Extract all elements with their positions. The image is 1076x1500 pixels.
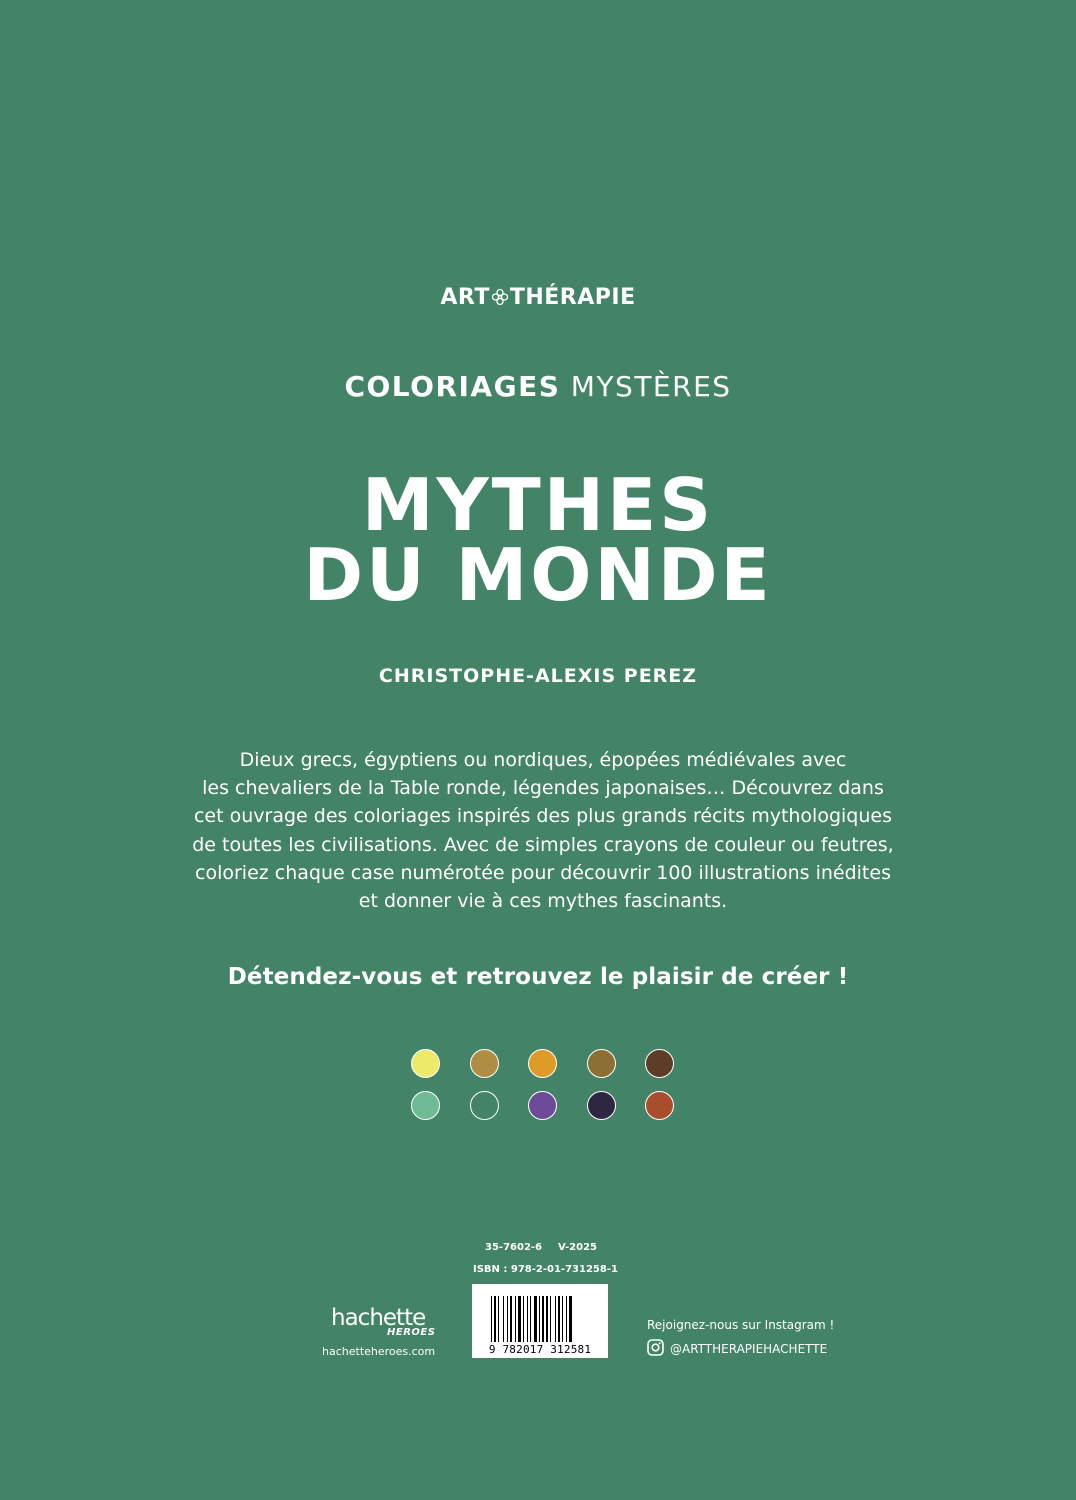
barcode-bar — [530, 1296, 531, 1342]
color-swatch — [645, 1049, 674, 1078]
barcode-bar — [527, 1296, 528, 1342]
barcode-bar — [550, 1296, 551, 1342]
barcode-bar — [523, 1296, 524, 1342]
version-code: V-2025 — [558, 1242, 598, 1253]
description-line: coloriez chaque case numérotée pour découvrir 100 illustrations inédites — [195, 861, 891, 884]
barcode-bar — [510, 1296, 512, 1342]
barcode-bar — [518, 1296, 521, 1342]
instagram-block — [647, 1318, 834, 1359]
barcode-bar — [546, 1296, 548, 1342]
product-codes — [485, 1242, 597, 1253]
barcode-bar — [498, 1296, 499, 1342]
barcode-bar — [569, 1296, 572, 1342]
barcode-bar — [562, 1296, 563, 1342]
tagline: Détendez-vous et retrouvez le plaisir de créer ! — [227, 964, 849, 990]
color-swatch — [587, 1049, 616, 1078]
series-brand — [0, 285, 1076, 312]
barcode-bar — [542, 1296, 544, 1342]
instagram-icon — [647, 1339, 664, 1359]
barcode-number: 9 782017 312581 — [488, 1343, 592, 1356]
description-line: les chevaliers de la Table ronde, légendes japonaises… Découvrez dans — [202, 777, 884, 800]
color-swatch — [411, 1091, 440, 1120]
title-line-2: DU MONDE — [303, 533, 773, 617]
flower-icon — [491, 287, 509, 312]
barcode-bar — [555, 1296, 556, 1342]
brand-art: ART — [440, 285, 490, 310]
description-line: de toutes les civilisations. Avec de simples crayons de couleur ou feutres, — [192, 833, 894, 856]
color-swatch — [587, 1091, 616, 1120]
color-swatch — [470, 1091, 499, 1120]
series-mysteres: MYSTÈRES — [570, 370, 732, 403]
color-swatch — [470, 1049, 499, 1078]
barcode-bar — [534, 1296, 537, 1342]
color-palette — [411, 1049, 675, 1120]
book-title — [0, 463, 1076, 617]
barcode-bar — [515, 1296, 516, 1342]
color-swatch — [528, 1091, 557, 1120]
barcode-bar — [566, 1296, 567, 1342]
publisher-imprint: HEROES — [387, 1327, 436, 1338]
instagram-invite: Rejoignez-nous sur Instagram ! — [647, 1318, 835, 1332]
publisher-name: hachette — [331, 1305, 426, 1331]
barcode-bar — [503, 1296, 504, 1342]
barcode-bar — [494, 1296, 496, 1342]
barcode-bar — [558, 1296, 560, 1342]
brand-therapie: THÉRAPIE — [509, 285, 636, 310]
reference-code: 35-7602-6 — [485, 1242, 543, 1253]
description-line: cet ouvrage des coloriages inspirés des plus grands récits mythologiques — [193, 805, 892, 828]
color-swatch — [411, 1049, 440, 1078]
description — [190, 746, 896, 915]
series-coloriages: COLORIAGES — [344, 370, 561, 403]
series-title — [0, 370, 1076, 403]
publisher-logo — [322, 1305, 436, 1358]
title-line-1: MYTHES — [361, 463, 715, 547]
barcode-bar — [507, 1296, 508, 1342]
barcode-bar — [491, 1296, 492, 1342]
description-line: Dieux grecs, égyptiens ou nordiques, épopées médiévales avec — [239, 749, 847, 771]
isbn: ISBN : 978-2-01-731258-1 — [473, 1264, 618, 1275]
color-swatch — [645, 1091, 674, 1120]
description-line: et donner vie à ces mythes fascinants. — [358, 890, 728, 913]
author-name: CHRISTOPHE-ALEXIS PEREZ — [378, 665, 698, 687]
barcode — [472, 1284, 608, 1358]
barcode-bar — [539, 1296, 540, 1342]
publisher-url: hachetteheroes.com — [322, 1345, 436, 1358]
color-swatch — [528, 1049, 557, 1078]
instagram-handle: @ARTTHERAPIEHACHETTE — [670, 1342, 828, 1356]
